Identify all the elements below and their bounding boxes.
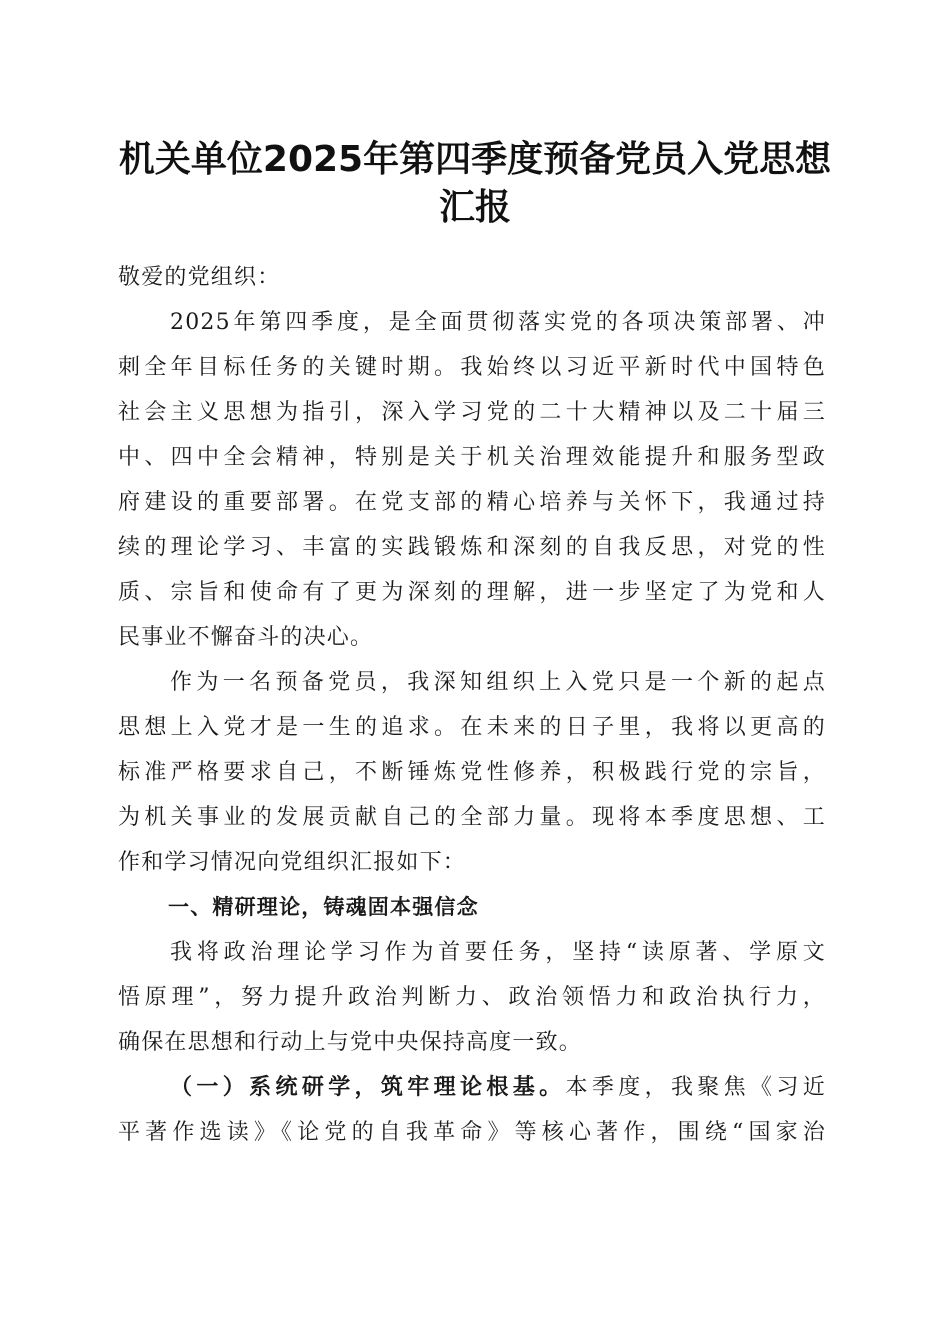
paragraph-line: 作和学习情况向党组织汇报如下：: [118, 850, 467, 875]
paragraph-line: 确保在思想和行动上与党中央保持高度一致。: [118, 1030, 583, 1055]
paragraph-line: 思想上入党才是一生的追求。在未来的日子里，我将以更高的: [118, 715, 826, 740]
paragraph-line: 府建设的重要部署。在党支部的精心培养与关怀下，我通过持: [118, 490, 826, 515]
paragraph-4: [118, 1065, 826, 1155]
paragraph-line: 为机关事业的发展贡献自己的全部力量。现将本季度思想、工: [118, 805, 826, 830]
paragraph-line: 作为一名预备党员，我深知组织上入党只是一个新的起点: [170, 670, 826, 695]
paragraph-1: [118, 300, 826, 660]
paragraph-line: 质、宗旨和使命有了更为深刻的理解，进一步坚定了为党和人: [118, 580, 826, 605]
document-body: [118, 255, 826, 1155]
paragraph-line: 2025年第四季度，是全面贯彻落实党的各项决策部署、冲: [170, 310, 826, 335]
subsection-heading: （一）系统研学，筑牢理论根基。: [170, 1074, 566, 1100]
paragraph-line: 我将政治理论学习作为首要任务，坚持“读原著、学原文: [170, 940, 826, 965]
title-line-2: 汇报: [438, 187, 511, 228]
title-line-1: 机关单位2025年第四季度预备党员入党思想: [118, 139, 832, 180]
paragraph-line: 悟原理”，努力提升政治判断力、政治领悟力和政治执行力，: [118, 985, 826, 1010]
salutation: 敬爱的党组织：: [118, 265, 281, 290]
document-title: [115, 136, 835, 232]
paragraph-line: 社会主义思想为指引，深入学习党的二十大精神以及二十届三: [118, 400, 826, 425]
paragraph-2: [118, 660, 826, 885]
paragraph-line: 平著作选读》《论党的自我革命》等核心著作，围绕“国家治: [118, 1120, 826, 1145]
subsection-text: 本季度，我聚焦《习近: [565, 1075, 826, 1100]
paragraph-line: 标准严格要求自己，不断锤炼党性修养，积极践行党的宗旨，: [118, 760, 826, 785]
paragraph-line: 中、四中全会精神，特别是关于机关治理效能提升和服务型政: [118, 445, 826, 470]
paragraph-line: 刺全年目标任务的关键时期。我始终以习近平新时代中国特色: [118, 355, 826, 380]
paragraph-3: [118, 930, 826, 1065]
paragraph-line: 续的理论学习、丰富的实践锻炼和深刻的自我反思，对党的性: [118, 535, 826, 560]
paragraph-line: [118, 1065, 826, 1110]
paragraph-line: 民事业不懈奋斗的决心。: [118, 625, 374, 650]
section-heading: 一、精研理论，铸魂固本强信念: [168, 895, 479, 919]
